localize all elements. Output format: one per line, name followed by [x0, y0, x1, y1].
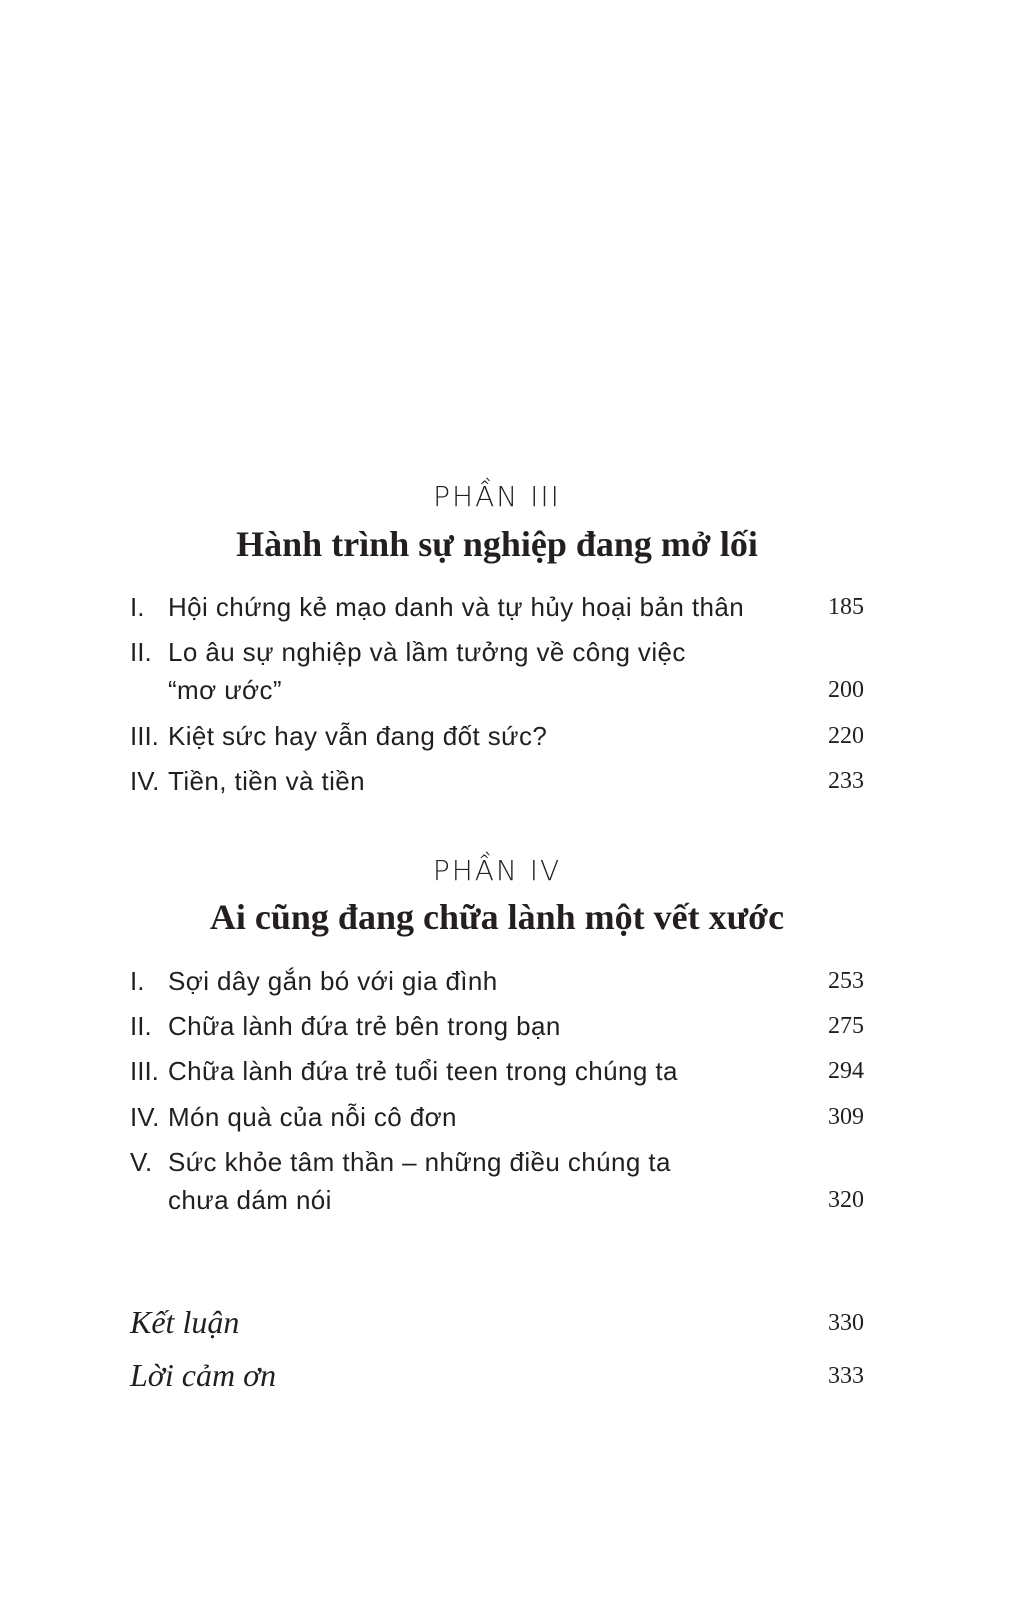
chapter-title-continued[interactable]: “mơ ước” [168, 675, 282, 705]
page-number: 320 [828, 1187, 864, 1213]
chapter-title[interactable]: Hội chứng kẻ mạo danh và tự hủy hoại bản thân [168, 592, 745, 622]
chapter-title[interactable]: Tiền, tiền và tiền [168, 766, 366, 796]
page-number: 294 [828, 1058, 864, 1084]
chapter-numeral: I. [130, 592, 145, 622]
chapter-title-continued[interactable]: chưa dám nói [168, 1185, 332, 1215]
part-label: PHẦN IV [432, 854, 562, 887]
chapter-numeral: III. [130, 1056, 159, 1086]
page-number: 330 [828, 1310, 864, 1336]
back-matter-title[interactable]: Lời cảm ơn [130, 1357, 277, 1393]
part-title: Hành trình sự nghiệp đang mở lối [236, 524, 758, 564]
chapter-numeral: III. [130, 721, 159, 751]
page-number: 220 [828, 723, 864, 749]
back-matter-title[interactable]: Kết luận [130, 1304, 240, 1340]
part-title: Ai cũng đang chữa lành một vết xước [209, 897, 785, 937]
page-number: 275 [828, 1013, 864, 1039]
chapter-numeral: II. [130, 637, 152, 667]
chapter-title[interactable]: Sức khỏe tâm thần – những điều chúng ta [168, 1147, 671, 1177]
chapter-numeral: II. [130, 1011, 152, 1041]
chapter-title[interactable]: Lo âu sự nghiệp và lầm tưởng về công việc [168, 637, 686, 667]
chapter-title[interactable]: Kiệt sức hay vẫn đang đốt sức? [168, 721, 548, 751]
page-number: 200 [828, 677, 864, 703]
page-number: 233 [828, 768, 864, 794]
chapter-numeral: IV. [130, 1102, 160, 1132]
part-label: PHẦN III [433, 480, 561, 513]
page-number: 253 [828, 968, 864, 994]
chapter-title[interactable]: Chữa lành đứa trẻ bên trong bạn [168, 1011, 561, 1041]
page-number: 309 [828, 1104, 864, 1130]
page-number: 185 [828, 594, 864, 620]
chapter-numeral: V. [130, 1147, 153, 1177]
page-number: 333 [828, 1363, 864, 1389]
chapter-title[interactable]: Món quà của nỗi cô đơn [168, 1102, 457, 1132]
chapter-numeral: IV. [130, 766, 160, 796]
chapter-numeral: I. [130, 966, 145, 996]
chapter-title[interactable]: Sợi dây gắn bó với gia đình [168, 966, 498, 996]
chapter-title[interactable]: Chữa lành đứa trẻ tuổi teen trong chúng ta [168, 1056, 678, 1086]
